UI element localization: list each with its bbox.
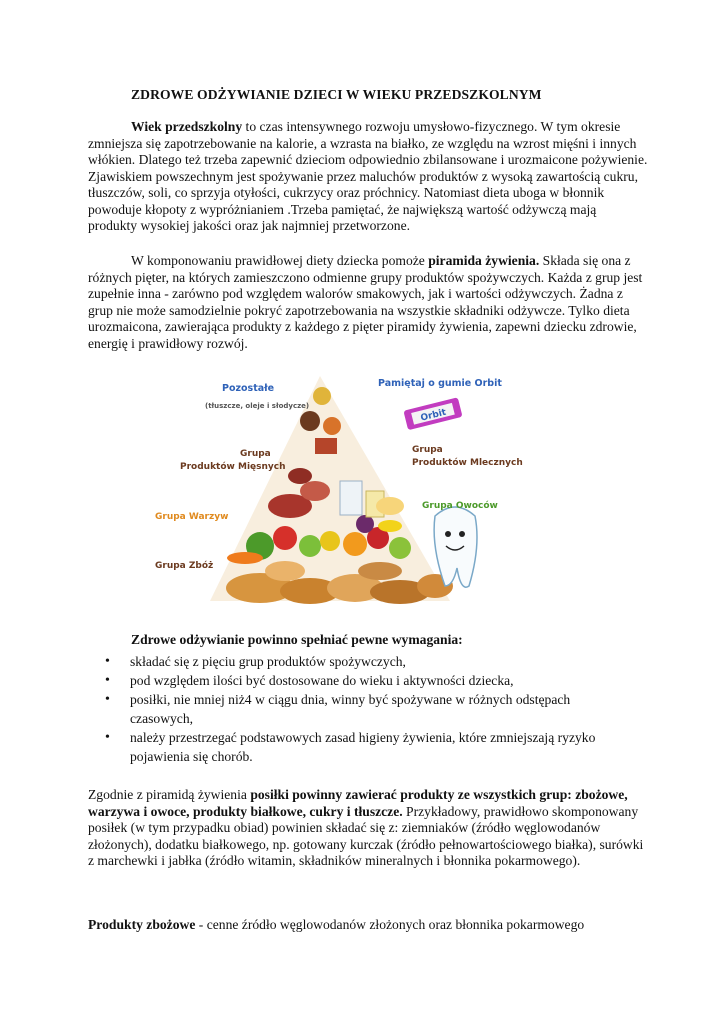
intro-bold: Wiek przedszkolny: [131, 119, 243, 134]
label-fruit: Grupa Owoców: [422, 501, 498, 511]
label-meat-1: Grupa: [240, 449, 271, 459]
label-pozostale: Pozostałe: [222, 383, 275, 394]
intro-paragraph: [88, 119, 648, 235]
intro-text: to czas intensywnego rozwoju umysłowo-fizycznego. W tym okresie zmniejsza się zapotrzebowanie na kalorie, a wzrasta na białko, ze względu na wzrost mięśni i innych włókien. Dlatego też trzeba zapewnić dzieciom odpowiednio zbilansowane i urozmaicone pożywienie. Zjawiskiem powszechnym jest spożywanie przez maluchów produktów z wysoką zawartością cukru, tłuszczów, soli, co sprzyja otyłości, cukrzycy oraz próchnicy. Natomiast dieta uboga w błonnik powoduje kłopoty z wypróżnianiem .Trzeba pamiętać, że największą wartość odżywczą mają produkty wysokiej jakości oraz jak najmniej przetworzone.: [88, 119, 648, 233]
requirement-item: • należy przestrzegać podstawowych zasad higieny żywienia, które zmniejszają ryzyko pojawienia się chorób.: [88, 728, 628, 766]
label-orbit: Pamiętaj o gumie Orbit: [378, 378, 502, 389]
requirements-list: [88, 652, 628, 766]
requirements-title: Zdrowe odżywianie powinno spełniać pewne wymagania:: [131, 632, 463, 647]
requirement-item: • posiłki, nie mniej niż4 w ciągu dnia, winny być spożywane w różnych odstępach czasowych,: [88, 690, 628, 728]
requirement-item: • pod względem ilości być dostosowane do wieku i aktywności dziecka,: [88, 671, 628, 690]
label-grains: Grupa Zbóż: [155, 561, 214, 571]
pyramid-paragraph: [88, 253, 648, 352]
grains-text: - cenne źródło węglowodanów złożonych oraz błonnika pokarmowego: [195, 917, 585, 932]
label-meat-2: Produktów Mięsnych: [180, 462, 286, 472]
meal-bold: posiłki powinny zawierać produkty ze wszystkich grup: zbożowe, warzywa i owoce, produkty białkowe, cukry i tłuszcze.: [88, 787, 628, 819]
label-dairy-1: Grupa: [412, 445, 443, 455]
label-pozostale-sub: (tłuszcze, oleje i słodycze): [205, 402, 310, 410]
grains-paragraph: [88, 917, 648, 934]
food-pyramid-figure: [150, 366, 550, 616]
grains-bold: Produkty zbożowe: [88, 917, 196, 932]
pyramid-bold: piramida żywienia.: [428, 253, 540, 268]
gum-pack: [403, 397, 462, 430]
pyramid-text-rest: Składa się ona z różnych pięter, na których zamieszczono odmienne grupy produktów spożywczych. Każda z grup jest zupełnie inna - zarówno pod względem walorów smakowych, jak i wartości odżywczych. Żadna z grup nie może samodzielnie pokryć zapotrzebowania na wszystkie składniki odżywcze. Tylko dieta urozmaicona, zawierająca produkty z każdego z pięter piramidy żywienia, zapewni dziecku zdrowie, energię i prawidłowy rozwój.: [88, 253, 643, 351]
label-dairy-2: Produktów Mlecznych: [412, 458, 523, 468]
meal-paragraph: [88, 787, 648, 870]
label-vegetables: Grupa Warzyw: [155, 512, 229, 522]
document-title: ZDROWE ODŻYWIANIE DZIECI W WIEKU PRZEDSZKOLNYM: [131, 87, 542, 102]
gum-brand-label: Orbit: [419, 407, 448, 424]
pyramid-text-start: W komponowaniu prawidłowej diety dziecka pomoże: [131, 253, 429, 268]
requirement-item: • składać się z pięciu grup produktów spożywczych,: [88, 652, 628, 671]
meal-text-rest: Przykładowy, prawidłowo skomponowany posiłek (w tym przypadku obiad) powinien składać się z: ziemniaków (źródło węglowodanów złożonych), dodatku białkowego, np. gotowany kurczak (źródło pełnowartościowego białka), surówki z marchewki i jabłka (źródło witamin, składników mineralnych i błonnika pokarmowego).: [88, 803, 644, 868]
meal-text-start: Zgodnie z piramidą żywienia: [88, 787, 251, 802]
